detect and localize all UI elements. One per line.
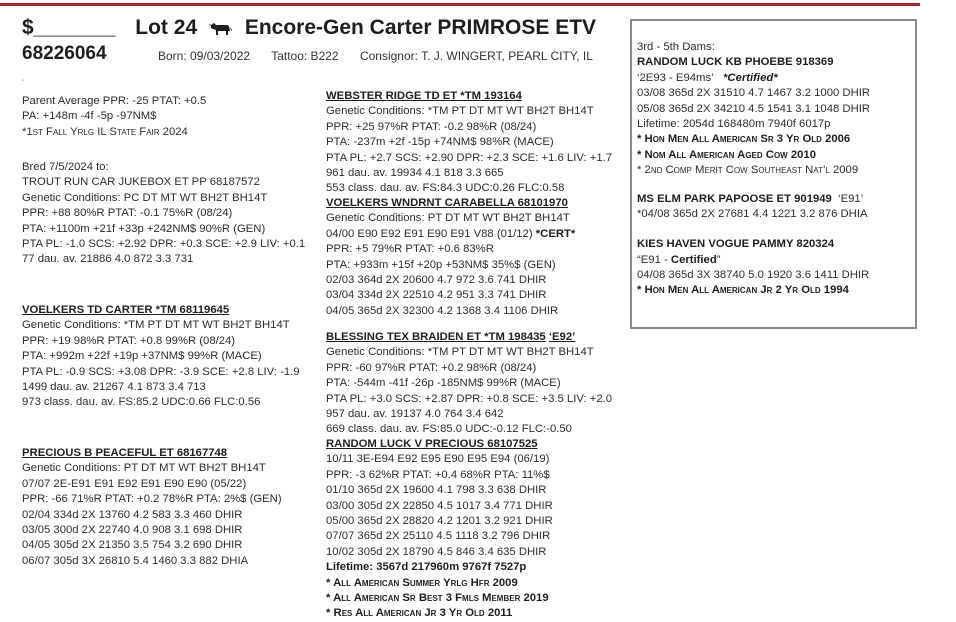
fifth-dam-classification [637,253,870,268]
price-blank: $_______ [22,16,116,39]
fifth-dam-name: KIES HAVEN VOGUE PAMMY 820324 [637,238,835,251]
dam-line: 07/07 2E-E91 E91 E92 E91 E90 E90 (05/22) [22,477,247,490]
third-dam-line: 03/08 365d 2X 31510 4.7 1467 3.2 1000 DHIR [637,87,871,100]
sires-sire-line: 961 dau. av. 19934 4.1 818 3.3 665 [326,166,504,179]
sire-line: 1499 dau. av. 21267 4.1 873 3.4 713 [22,380,206,393]
dams-dam-award: * All American Summer Yrlg Hfr 2009 [326,576,518,589]
stray-mark: ‘ [22,78,24,87]
dam-line: PPR: -66 71%R PTAT: +0.2 78%R PTA: 2%$ (GEN) [22,493,282,506]
dams-dam-line: 05/00 365d 2X 28820 4.2 1201 3.2 921 DHIR [326,514,553,527]
third-dam-note: * 2nd Comp Merit Cow Southeast Nat’l 2009 [637,164,859,177]
dam-line: 02/04 334d 2X 13760 4.2 583 3.3 460 DHIR [22,508,243,521]
spacer [637,222,870,237]
dams-sire-line: PTA: -544m -41f -26p -185NM$ 99%R (MACE) [326,377,561,390]
certified-badge: *Certified* [723,71,778,84]
sires-dam-line: 04/05 365d 2X 32300 4.2 1368 3.4 1106 DHIR [326,304,559,317]
sires-sire-line: PTA PL: +2.7 SCS: +2.90 DPR: +2.3 SCE: +1.6 LIV: +1.7 [326,151,613,164]
dams-sire-heading [326,330,612,345]
dams-dam-line: 01/10 365d 2X 19600 4.1 798 3.3 638 DHIR [326,484,547,497]
dam-line: Genetic Conditions: PT DT MT WT BH2T BH14T [22,462,266,475]
sires-sire-line: Genetic Conditions: *TM PT DT MT WT BH2T BH14T [326,105,594,118]
parent-average-block [22,94,206,140]
dams-dam-award: * All American Sr Best 3 Fmls Member 2019 [326,591,549,604]
sires-dam-score: 04/00 E90 E92 E91 E90 E91 V88 (01/12) [326,227,533,240]
sires-dam-classification [326,227,575,242]
dams-dam-award: * Res All American Jr 3 Yr Old 2011 [326,607,513,620]
certified-badge: Certified [670,253,717,266]
dams-dam-line: 10/11 3E-E94 E92 E95 E90 E95 E94 (06/19) [326,453,550,466]
dams-sire-line: 669 class. dau. av. FS:85.0 UDC:-0.12 FLC:-0.50 [326,423,572,436]
dams-dam-lifetime: Lifetime: 3567d 217960m 9767f 7527p [326,561,527,574]
third-dam-line: 05/08 365d 2X 34210 4.5 1541 3.1 1048 DHIR [637,102,871,115]
animal-meta [158,49,611,63]
born-date: Born: 09/03/2022 [158,49,251,63]
top-rule [0,3,920,6]
lot-number: Lot 24 [135,16,198,39]
bred-line: 77 dau. av. 21886 4.0 872 3.3 731 [22,253,194,266]
tattoo: Tattoo: B222 [271,49,339,63]
sire-name: VOELKERS TD CARTER *TM 68119645 [22,304,230,316]
parent-award-line: *1st Fall Yrlg IL State Fair 2024 [22,125,188,138]
bred-line: TROUT RUN CAR JUKEBOX ET PP 68187572 [22,176,260,189]
bred-to-block [22,160,305,268]
dams-dam-line: PPR: -3 62%R PTAT: +0.4 68%R PTA: 11%$ [326,468,550,481]
consignor: Consignor: T. J. WINGERT, PEARL CITY, IL [359,49,593,63]
fifth-dam-score-end: ” [716,253,721,266]
fourth-dam-line: *04/08 365d 2X 27681 4.4 1221 3.2 876 DHIA [637,207,868,220]
dams-sire-line: PPR: -60 97%R PTAT: +0.2 98%R (08/24) [326,361,537,374]
sires-dam-line: 02/03 364d 2X 20600 4.7 972 3.6 741 DHIR [326,273,547,286]
dams-dam-name: RANDOM LUCK V PRECIOUS 68107525 [326,438,538,450]
registration-number: 68226064 [22,43,107,64]
third-dam-award: * Nom All American Aged Cow 2010 [637,148,816,161]
dam-block [22,446,282,569]
third-dam-line: Lifetime: 2054d 168480m 7940f 6017p [637,117,831,130]
sires-dam-line: PPR: +5 79%R PTAT: +0.6 83%R [326,243,494,256]
sire-line: Genetic Conditions: *TM PT DT MT WT BH2T BH14T [22,319,290,332]
sires-dam-line: PTA: +933m +15f +20p +53NM$ 35%$ (GEN) [326,258,556,271]
cow-icon [209,20,233,36]
dams-box-content [637,40,870,299]
fourth-dam-score: ‘E91’ [838,192,864,205]
sires-sire-line: PPR: +25 97%R PTAT: -0.2 98%R (08/24) [326,120,537,133]
dams-sire-line: 957 dau. av. 19137 4.0 764 3.4 642 [326,407,504,420]
dam-line: 04/05 305d 2X 21350 3.5 754 3.2 690 DHIR [22,539,243,552]
dam-name: PRECIOUS B PEACEFUL ET 68167748 [22,447,228,459]
bred-line: PTA PL: -1.0 SCS: +2.92 DPR: +0.3 SCE: +2.9 LIV: +0.1 [22,237,306,250]
dam-line: 03/05 300d 2X 22740 4.0 908 3.1 698 DHIR [22,523,243,536]
dams-sire-block [326,330,612,438]
dams-box-title: 3rd - 5th Dams: [637,41,715,53]
fifth-dam-line: 04/08 365d 3X 38740 5.0 1920 3.6 1411 DHIR [637,269,870,282]
sires-sire-line: PTA: -237m +2f -15p +74NM$ 98%R (MACE) [326,136,554,149]
bred-line: PPR: +88 80%R PTAT: -0.1 75%R (08/24) [22,207,233,220]
cert-badge: *CERT* [535,227,576,240]
parent-average-line: Parent Average PPR: -25 PTAT: +0.5 [22,95,207,107]
sires-dam-block [326,196,575,319]
fifth-dam-award: * Hon Men All American Jr 2 Yr Old 1994 [637,284,849,297]
bred-line: PTA: +1100m +21f +33p +242NM$ 90%R (GEN) [22,222,266,235]
sires-dam-name: VOELKERS WNDRNT CARABELLA 68101970 [326,197,568,209]
animal-name: Encore-Gen Carter PRIMROSE ETV [244,16,597,39]
third-dam-name: RANDOM LUCK KB PHOEBE 918369 [637,56,834,69]
dams-sire-name: BLESSING TEX BRAIDEN ET *TM 198435 [326,331,546,343]
third-dam-score: ‘2E93 - E94ms’ [637,71,714,84]
bred-line: Genetic Conditions: PC DT MT WT BH2T BH14T [22,191,268,204]
sires-sire-line: 553 class. dau. av. FS:84.3 UDC:0.26 FLC:0.58 [326,182,565,195]
fourth-dam-heading [637,192,870,207]
fifth-dam-score: “E91 - [637,253,671,266]
dams-dam-line: 03/00 305d 2X 22850 4.5 1017 3.4 771 DHIR [326,499,553,512]
sire-line: PTA PL: -0.9 SCS: +3.08 DPR: -3.9 SCE: +2.8 LIV: -1.9 [22,365,300,378]
spacer [637,179,870,192]
lot-header [22,16,596,40]
sire-line: 973 class. dau. av. FS:85.2 UDC:0.66 FLC:0.56 [22,396,261,409]
third-dam-award: * Hon Men All American Sr 3 Yr Old 2006 [637,133,851,146]
dams-box [630,19,917,329]
parent-average-line: PA: +148m -4f -5p -97NM$ [22,110,157,123]
sires-sire-block [326,89,612,197]
dams-dam-line: 10/02 305d 2X 18790 4.5 846 3.4 635 DHIR [326,545,547,558]
sires-dam-line: Genetic Conditions: PT DT MT WT BH2T BH14T [326,212,570,225]
sire-line: PTA: +992m +22f +19p +37NM$ 99%R (MACE) [22,350,262,363]
third-dam-classification [637,71,870,86]
dams-sire-line: PTA PL: +3.0 SCS: +2.87 DPR: +0.8 SCE: +3.5 LIV: +2.0 [326,392,613,405]
dams-sire-line: Genetic Conditions: *TM PT DT MT WT BH2T BH14T [326,346,594,359]
dams-dam-line: 07/07 365d 2X 25110 4.5 1118 3.2 796 DHIR [326,530,551,543]
sires-sire-name: WEBSTER RIDGE TD ET *TM 193164 [326,90,522,102]
sire-line: PPR: +19 98%R PTAT: +0.8 99%R (08/24) [22,334,236,347]
dams-dam-block [326,437,553,622]
sires-dam-line: 03/04 334d 2X 22510 4.2 951 3.3 741 DHIR [326,289,547,302]
bred-line: Bred 7/5/2024 to: [22,161,109,173]
fourth-dam-name: MS ELM PARK PAPOOSE ET 901949 [637,192,832,205]
sire-block [22,303,300,411]
dams-sire-score: ‘E92’ [548,331,576,343]
dam-line: 06/07 305d 3X 26810 5.4 1460 3.3 882 DHIA [22,554,249,567]
